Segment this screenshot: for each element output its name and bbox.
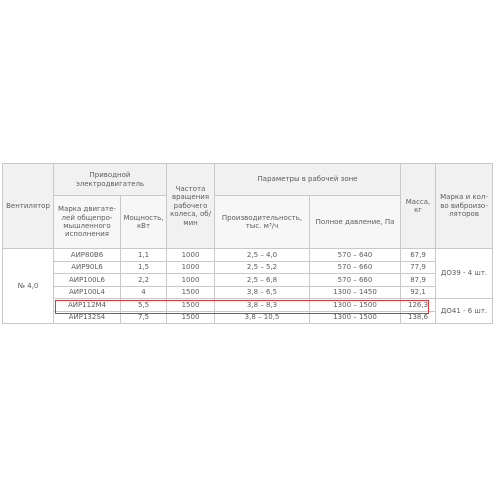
speed-cell: 1000: [167, 274, 215, 287]
capacity-cell: 2,5 – 5,2: [215, 261, 310, 274]
mass-cell: 92,1: [401, 286, 436, 299]
pressure-cell: 1300 – 1450: [310, 286, 401, 299]
table-row: [3, 311, 493, 324]
fan-size-cell: № 4,0: [3, 249, 54, 324]
power-cell: 1,1: [121, 249, 167, 262]
table-row: [3, 274, 493, 287]
header-work-params: Параметры в рабочей зоне: [215, 164, 401, 196]
mass-cell: 126,3: [401, 299, 436, 312]
header-mass: Масса, кг: [401, 164, 436, 249]
pressure-cell: 1300 – 1500: [310, 299, 401, 312]
power-cell: 1,5: [121, 261, 167, 274]
speed-cell: 1000: [167, 261, 215, 274]
capacity-cell: 3,8 – 10,5: [215, 311, 310, 324]
header-capacity: Производительность, тыс. м³/ч: [215, 196, 310, 249]
capacity-cell: 3,8 – 8,3: [215, 299, 310, 312]
fan-spec-table-wrapper: [0, 163, 500, 340]
header-pressure: Полное давление, Па: [310, 196, 401, 249]
speed-cell: 1500: [167, 286, 215, 299]
pressure-cell: 570 – 660: [310, 274, 401, 287]
pressure-cell: 570 – 660: [310, 261, 401, 274]
table-row-highlighted: [3, 299, 493, 312]
isolators-cell-1: ДО39 - 4 шт.: [436, 249, 493, 299]
mass-cell: 67,9: [401, 249, 436, 262]
mass-cell: 87,9: [401, 274, 436, 287]
header-power: Мощность, кВт: [121, 196, 167, 249]
pressure-cell: 570 – 640: [310, 249, 401, 262]
motor-cell: АИР90L6: [54, 261, 121, 274]
speed-cell: 1000: [167, 249, 215, 262]
motor-cell: АИР80В6: [54, 249, 121, 262]
speed-cell: 1500: [167, 299, 215, 312]
table-row: [3, 249, 493, 262]
table-row: [3, 261, 493, 274]
power-cell: 7,5: [121, 311, 167, 324]
isolators-cell-2: ДО41 - 6 шт.: [436, 299, 493, 324]
capacity-cell: 3,8 – 6,5: [215, 286, 310, 299]
power-cell: 4: [121, 286, 167, 299]
mass-cell: 138,6: [401, 311, 436, 324]
mass-cell: 77,9: [401, 261, 436, 274]
header-isolators: Марка и кол-во виброизо-ляторов: [436, 164, 493, 249]
header-speed: Частота вращения рабочего колеса, об/мин: [167, 164, 215, 249]
header-fan: Вентилятор: [3, 164, 54, 249]
header-motor-brand: Марка двигате-лей общепро-мышленного исполнения: [54, 196, 121, 249]
fan-spec-table: [2, 163, 493, 324]
capacity-cell: 2,5 – 4,0: [215, 249, 310, 262]
header-drive-group: Приводной электродвигатель: [54, 164, 167, 196]
speed-cell: 1500: [167, 311, 215, 324]
table-row: [3, 286, 493, 299]
power-cell: 5,5: [121, 299, 167, 312]
motor-cell: АИР112М4: [54, 299, 121, 312]
motor-cell: АИР100L4: [54, 286, 121, 299]
pressure-cell: 1300 – 1500: [310, 311, 401, 324]
motor-cell: АИР132S4: [54, 311, 121, 324]
power-cell: 2,2: [121, 274, 167, 287]
motor-cell: АИР100L6: [54, 274, 121, 287]
capacity-cell: 2,5 – 6,8: [215, 274, 310, 287]
